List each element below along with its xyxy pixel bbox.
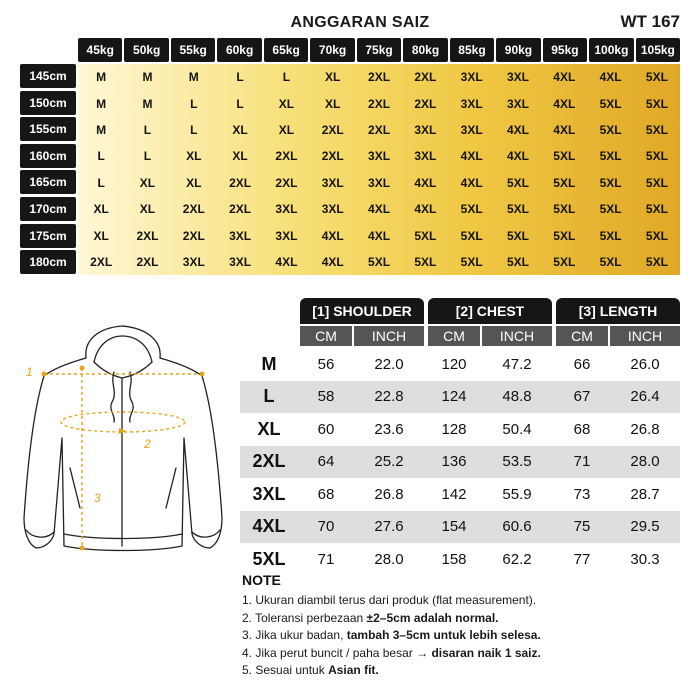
- measurement-value: 26.4: [630, 388, 660, 405]
- measurement-value: 124: [441, 388, 467, 405]
- size-grid-cell: 4XL: [414, 175, 437, 190]
- unit-chest-inch: INCH: [482, 326, 552, 346]
- unit-shoulder-cm: CM: [300, 326, 352, 346]
- weight-header-cell: 90kg: [496, 38, 540, 62]
- size-label: M: [261, 353, 277, 374]
- size-grid-cell: 5XL: [553, 175, 576, 190]
- height-header-cell: 170cm: [20, 197, 76, 221]
- size-grid-row: [78, 170, 680, 196]
- size-grid-cell: 5XL: [460, 228, 483, 243]
- size-grid-cell: XL: [93, 202, 109, 217]
- size-label: 5XL: [252, 548, 286, 569]
- size-grid-cell: 5XL: [599, 228, 622, 243]
- measurement-value: 158: [441, 550, 467, 568]
- measurement-value: 128: [441, 420, 467, 438]
- size-grid-cell: 2XL: [229, 202, 252, 217]
- size-grid-cell: L: [236, 70, 244, 85]
- measurement-value: 66: [573, 355, 591, 373]
- note-item: [242, 610, 682, 628]
- size-grid-cell: 4XL: [321, 228, 344, 243]
- size-grid-cell: 3XL: [460, 122, 483, 137]
- size-grid-cell: 2XL: [136, 228, 159, 243]
- size-grid-cell: 2XL: [275, 149, 298, 164]
- size-grid-cell: 3XL: [368, 175, 391, 190]
- measurement-row: [240, 348, 680, 380]
- measurement-value: 75: [573, 518, 591, 535]
- size-grid-cell: 3XL: [275, 228, 298, 243]
- size-grid-cell: XL: [186, 175, 202, 190]
- height-header-cell: 145cm: [20, 64, 76, 88]
- size-grid-cell: 2XL: [182, 202, 205, 217]
- size-grid-cell: 5XL: [553, 149, 576, 164]
- measurement-value: 60.6: [502, 518, 532, 535]
- size-grid-cell: 4XL: [506, 122, 529, 137]
- size-grid-cell: 4XL: [460, 175, 483, 190]
- size-grid-cell: 5XL: [645, 122, 668, 137]
- measurement-value: 28.0: [374, 550, 404, 568]
- size-grid-cell: 5XL: [645, 202, 668, 217]
- measurement-value: 22.0: [374, 355, 404, 373]
- unit-chest-cm: CM: [428, 326, 480, 346]
- weight-header-row: [78, 38, 680, 62]
- label-shoulder: 1: [26, 365, 33, 379]
- note-item: [242, 662, 682, 680]
- note-item: [242, 592, 682, 610]
- size-grid-cell: 3XL: [182, 254, 205, 269]
- size-grid-cell: L: [143, 149, 152, 164]
- note-item-emphasis: disaran naik 1 saiz.: [431, 645, 541, 660]
- size-grid-cell: 5XL: [599, 122, 622, 137]
- size-grid-cell: 2XL: [414, 70, 437, 85]
- measurement-value: 154: [441, 518, 467, 535]
- size-grid-row: [78, 117, 680, 143]
- size-grid-cell: L: [282, 70, 291, 85]
- measurement-value: 58: [317, 388, 335, 405]
- size-grid-cell: 4XL: [553, 70, 576, 85]
- size-grid-cell: 2XL: [136, 254, 159, 269]
- measurement-value: 77: [573, 550, 591, 568]
- note-item: [242, 627, 682, 645]
- note-item-text: 5. Sesuai untuk: [242, 663, 329, 677]
- size-grid-cell: 5XL: [506, 175, 529, 190]
- size-grid-cell: L: [143, 122, 152, 137]
- size-grid-cell: XL: [278, 96, 295, 111]
- size-chart-title: ANGGARAN SAIZ: [290, 14, 430, 31]
- weight-header-cell: 75kg: [357, 38, 401, 62]
- weight-header-cell: 100kg: [589, 38, 633, 62]
- size-grid-cell: 2XL: [275, 175, 298, 190]
- size-grid-cell: 5XL: [506, 254, 529, 269]
- unit-length-inch: INCH: [610, 326, 680, 346]
- measurement-value: 142: [441, 485, 467, 503]
- size-grid-cell: 3XL: [414, 149, 437, 164]
- size-grid-cell: 5XL: [645, 228, 668, 243]
- measurement-value: 50.4: [502, 420, 532, 438]
- size-grid-cell: 3XL: [506, 70, 529, 85]
- measurement-value: 48.8: [502, 388, 532, 405]
- note-item-text: 2. Toleransi perbezaan: [242, 610, 367, 625]
- size-grid-cell: M: [142, 70, 153, 85]
- size-grid-cell: 3XL: [460, 96, 483, 111]
- size-grid-cell: L: [190, 96, 198, 111]
- size-grid-cell: 5XL: [599, 254, 622, 269]
- weight-height-grid: [20, 38, 680, 276]
- note-item-emphasis: Asian fit.: [328, 663, 379, 677]
- size-grid-cell: M: [96, 70, 107, 85]
- size-grid-cell: 2XL: [368, 122, 391, 137]
- size-grid-body: [78, 64, 680, 275]
- measurement-row: [240, 413, 680, 445]
- size-grid-cell: XL: [325, 96, 341, 111]
- hoodie-diagram: [14, 318, 234, 558]
- measurement-value: 62.2: [502, 550, 532, 568]
- measurement-row: [240, 446, 680, 478]
- size-grid-cell: 4XL: [368, 202, 391, 217]
- size-grid-cell: 5XL: [645, 96, 668, 111]
- height-header-cell: 160cm: [20, 144, 76, 168]
- measurement-value: 136: [441, 453, 467, 470]
- weight-header-cell: 80kg: [403, 38, 447, 62]
- size-grid-cell: 3XL: [460, 70, 483, 85]
- measurement-value: 73: [573, 485, 591, 503]
- label-chest: 2: [144, 437, 151, 451]
- size-grid-row: [78, 90, 680, 116]
- size-grid-cell: 5XL: [599, 202, 622, 217]
- weight-header-cell: 105kg: [636, 38, 680, 62]
- size-grid-cell: 4XL: [599, 70, 622, 85]
- unit-length-cm: CM: [556, 326, 608, 346]
- size-grid-cell: 5XL: [506, 202, 529, 217]
- note-item: [242, 645, 682, 663]
- size-grid-cell: 3XL: [275, 202, 298, 217]
- measurement-value: 120: [441, 355, 467, 373]
- notes-section: [242, 572, 682, 680]
- measurement-value: 28.0: [630, 453, 660, 470]
- weight-header-cell: 70kg: [310, 38, 354, 62]
- size-grid-cell: M: [142, 96, 153, 111]
- measurement-value: 53.5: [502, 453, 532, 470]
- size-grid-cell: 5XL: [599, 96, 622, 111]
- measurement-row: [240, 511, 680, 543]
- size-grid-cell: 2XL: [368, 70, 391, 85]
- size-grid-cell: 5XL: [553, 254, 576, 269]
- size-grid-cell: 4XL: [553, 96, 576, 111]
- size-grid-cell: 5XL: [460, 202, 483, 217]
- size-grid-cell: XL: [139, 175, 156, 190]
- size-grid-cell: M: [188, 70, 199, 85]
- measurement-value: 60: [317, 420, 335, 438]
- measurement-value: 27.6: [374, 518, 404, 535]
- size-grid-cell: 4XL: [321, 254, 344, 269]
- size-grid-cell: XL: [186, 149, 202, 164]
- size-grid-cell: 2XL: [414, 96, 437, 111]
- measurement-row: [240, 543, 680, 575]
- note-item-text: 4. Jika perut buncit / paha besar →: [242, 645, 432, 660]
- size-grid-cell: 2XL: [90, 254, 113, 269]
- size-grid-cell: 5XL: [460, 254, 483, 269]
- header-shoulder: [1] SHOULDER: [300, 298, 424, 324]
- size-grid-cell: 3XL: [321, 202, 344, 217]
- size-grid-cell: 5XL: [645, 149, 668, 164]
- size-grid-cell: 3XL: [321, 175, 344, 190]
- header-length: [3] LENGTH: [556, 298, 680, 324]
- measurement-value: 56: [317, 355, 335, 373]
- measurement-value: 47.2: [502, 355, 532, 373]
- measurement-value: 55.9: [502, 485, 532, 503]
- size-grid-cell: 4XL: [275, 254, 298, 269]
- size-grid-cell: L: [190, 122, 198, 137]
- measurement-value: 26.8: [630, 420, 660, 438]
- note-item-text: 3. Jika ukur badan,: [242, 628, 347, 642]
- note-item-emphasis: tambah 3–5cm untuk lebih selesa.: [346, 628, 541, 642]
- weight-header-cell: 55kg: [171, 38, 215, 62]
- measurement-row: [240, 381, 680, 413]
- height-header-cell: 175cm: [20, 224, 76, 248]
- size-label: L: [263, 386, 275, 406]
- height-header-cell: 155cm: [20, 117, 76, 141]
- size-grid-cell: 5XL: [599, 175, 622, 190]
- size-grid-cell: 4XL: [368, 228, 391, 243]
- measurement-value: 25.2: [374, 453, 404, 470]
- product-code: WT 167: [620, 12, 680, 31]
- size-label: XL: [257, 418, 281, 439]
- height-header-cell: 165cm: [20, 170, 76, 194]
- size-grid-cell: 5XL: [553, 228, 576, 243]
- measurement-value: 22.8: [374, 388, 404, 405]
- weight-header-cell: 45kg: [78, 38, 122, 62]
- measurement-value: 29.5: [630, 518, 660, 535]
- size-grid-row: [78, 249, 680, 275]
- size-grid-cell: 2XL: [368, 96, 391, 111]
- height-header-cell: 150cm: [20, 91, 76, 115]
- size-grid-cell: M: [96, 122, 107, 137]
- size-grid-cell: 5XL: [414, 228, 437, 243]
- size-grid-cell: M: [96, 96, 107, 111]
- size-grid-row: [78, 222, 680, 248]
- size-label: 4XL: [252, 516, 286, 536]
- size-grid-cell: 5XL: [368, 254, 391, 269]
- measurement-value: 70: [317, 518, 335, 535]
- measurement-value: 28.7: [630, 485, 660, 503]
- measurement-value: 67: [573, 388, 591, 405]
- height-header-cell: 180cm: [20, 250, 76, 274]
- size-grid-cell: 5XL: [414, 254, 437, 269]
- size-grid-cell: 3XL: [506, 96, 529, 111]
- size-grid-cell: 5XL: [599, 149, 622, 164]
- measurement-value: 26.8: [374, 485, 404, 503]
- size-grid-cell: 4XL: [460, 149, 483, 164]
- size-grid-cell: 5XL: [645, 254, 668, 269]
- weight-header-cell: 65kg: [264, 38, 308, 62]
- weight-header-cell: 95kg: [543, 38, 587, 62]
- height-header-column: [20, 64, 76, 277]
- notes-title: NOTE: [242, 572, 281, 588]
- size-grid-cell: 2XL: [321, 149, 344, 164]
- measurement-value: 26.0: [630, 355, 660, 373]
- measurement-value: 23.6: [374, 420, 404, 438]
- size-grid-cell: XL: [232, 149, 248, 164]
- size-grid-cell: 2XL: [321, 122, 344, 137]
- size-grid-cell: XL: [93, 228, 109, 243]
- size-grid-cell: L: [236, 96, 244, 111]
- unit-shoulder-inch: INCH: [354, 326, 424, 346]
- size-label: 2XL: [252, 451, 286, 471]
- weight-header-cell: 50kg: [124, 38, 168, 62]
- size-grid-cell: 5XL: [645, 175, 668, 190]
- size-grid-cell: 2XL: [229, 175, 252, 190]
- size-grid-cell: L: [97, 175, 105, 190]
- size-grid-row: [78, 64, 680, 90]
- measurement-row: [240, 478, 680, 510]
- size-grid-cell: L: [97, 149, 105, 164]
- size-grid-cell: 5XL: [645, 70, 668, 85]
- size-grid-row: [78, 143, 680, 169]
- label-length: 3: [94, 491, 101, 505]
- measurement-value: 68: [317, 485, 335, 503]
- notes-list: [242, 592, 682, 680]
- size-grid-cell: 3XL: [414, 122, 437, 137]
- size-grid-cell: 4XL: [506, 149, 529, 164]
- size-grid-cell: 4XL: [553, 122, 576, 137]
- size-grid-cell: 5XL: [553, 202, 576, 217]
- measurement-value: 71: [573, 453, 591, 470]
- size-grid-cell: 3XL: [368, 149, 391, 164]
- header-chest: [2] CHEST: [428, 298, 552, 324]
- size-grid-cell: 3XL: [229, 254, 252, 269]
- size-grid-cell: 3XL: [229, 228, 252, 243]
- size-label: 3XL: [252, 483, 286, 504]
- size-grid-cell: 4XL: [414, 202, 437, 217]
- measurement-value: 68: [573, 420, 591, 438]
- note-item-emphasis: ±2–5cm adalah normal.: [366, 610, 499, 625]
- weight-header-cell: 85kg: [450, 38, 494, 62]
- note-item-text: 1. Ukuran diambil terus dari produk (flat measurement).: [242, 593, 537, 607]
- size-grid-cell: XL: [139, 202, 156, 217]
- size-grid-cell: XL: [325, 70, 341, 85]
- chest-measure-line: [61, 412, 185, 432]
- size-grid-cell: 5XL: [506, 228, 529, 243]
- size-grid-cell: XL: [232, 122, 248, 137]
- measurement-value: 64: [317, 453, 335, 470]
- size-grid-row: [78, 196, 680, 222]
- weight-header-cell: 60kg: [217, 38, 261, 62]
- measurement-value: 30.3: [630, 550, 660, 568]
- size-grid-cell: 2XL: [182, 228, 205, 243]
- measurement-value: 71: [317, 550, 335, 568]
- size-grid-cell: XL: [278, 122, 295, 137]
